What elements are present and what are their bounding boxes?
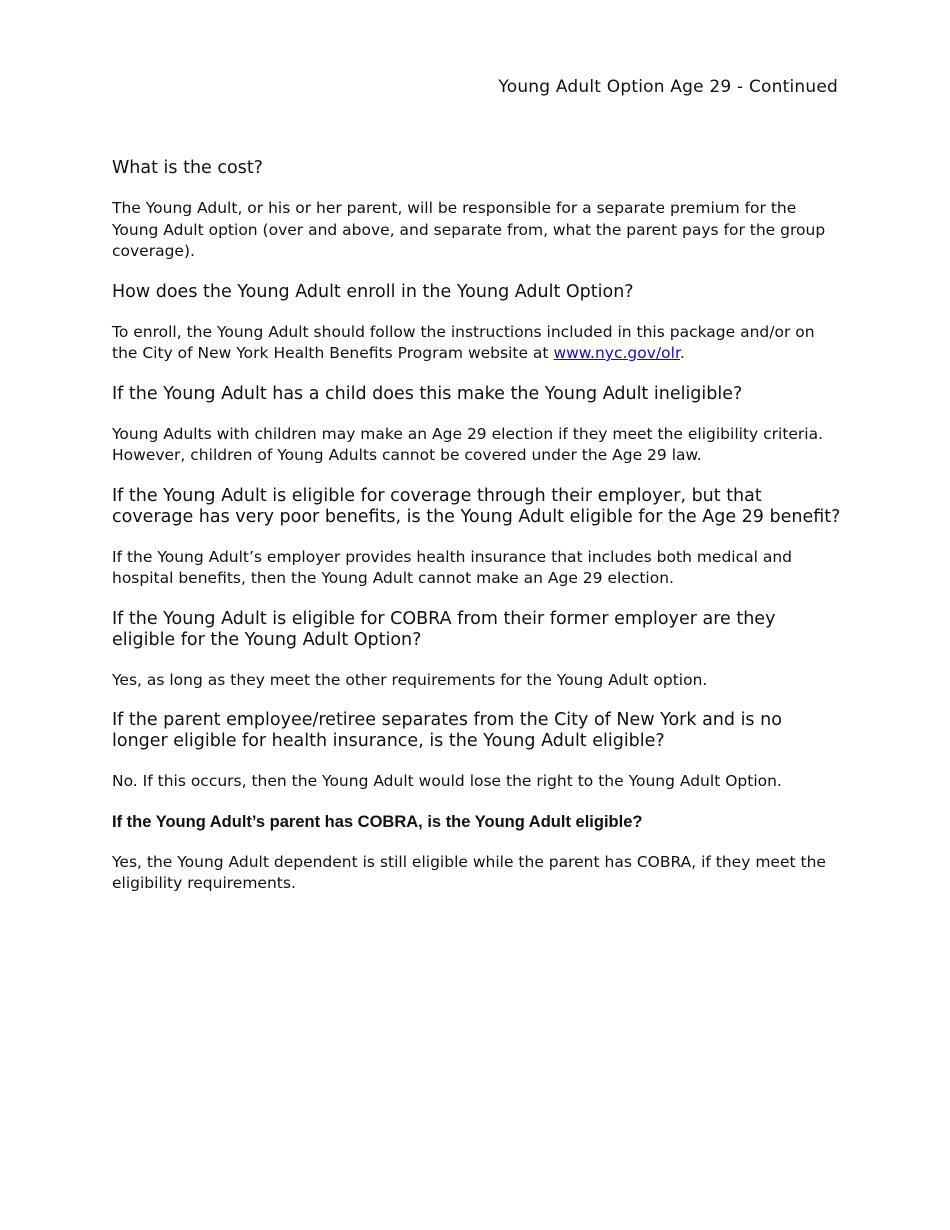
faq-answer: If the Young Adult’s employer provides health insurance that includes both medical and hospital benefits, then the Young Adult cannot make an Age 29 election. <box>112 547 793 587</box>
faq-question: If the Young Adult is eligible for COBRA from their former employer are they eligible for the Young Adult Option? <box>112 608 776 650</box>
faq-question: If the Young Adult’s parent has COBRA, is the Young Adult eligible? <box>112 812 643 831</box>
faq-content <box>112 158 842 914</box>
faq-question: How does the Young Adult enroll in the Young Adult Option? <box>112 281 634 302</box>
faq-question: If the Young Adult is eligible for coverage through their employer, but that coverage has very poor benefits, is the Young Adult eligible for the Age 29 benefit? <box>112 485 841 527</box>
faq-answer: No. If this occurs, then the Young Adult would lose the right to the Young Adult Option. <box>112 772 782 790</box>
faq-item-employer-coverage <box>112 486 842 590</box>
faq-answer-text: To enroll, the Young Adult should follow the instructions included in this package and/or on the City of New York Health Benefits Program website at <box>112 322 815 362</box>
faq-item-parent-separates <box>112 710 842 793</box>
faq-item-child <box>112 384 842 467</box>
faq-answer-period: . <box>679 344 685 362</box>
faq-item-cost <box>112 158 842 263</box>
faq-answer: Young Adults with children may make an Age 29 election if they meet the eligibility criteria. However, children of Young Adults cannot be covered under the Age 29 law. <box>112 424 824 464</box>
faq-answer: Yes, as long as they meet the other requirements for the Young Adult option. <box>112 670 708 689</box>
faq-answer: The Young Adult, or his or her parent, will be responsible for a separate premium for the Young Adult option (over and above, and separate from, what the parent pays for the group coverage). <box>112 199 826 260</box>
faq-answer <box>112 322 842 365</box>
faq-question: If the Young Adult has a child does this make the Young Adult ineligible? <box>112 383 743 404</box>
faq-item-parent-cobra <box>112 812 842 895</box>
faq-question: What is the cost? <box>112 158 263 178</box>
faq-question: If the parent employee/retiree separates from the City of New York and is no longer eligible for health insurance, is the Young Adult eligible? <box>112 710 782 751</box>
running-header: Young Adult Option Age 29 - Continued <box>498 77 838 97</box>
olr-website-link[interactable]: www.nyc.gov/olr <box>553 344 680 362</box>
faq-item-cobra-former-employer <box>112 609 842 692</box>
faq-answer: Yes, the Young Adult dependent is still eligible while the parent has COBRA, if they meet the eligibility requirements. <box>112 852 826 892</box>
faq-item-enroll <box>112 282 842 365</box>
